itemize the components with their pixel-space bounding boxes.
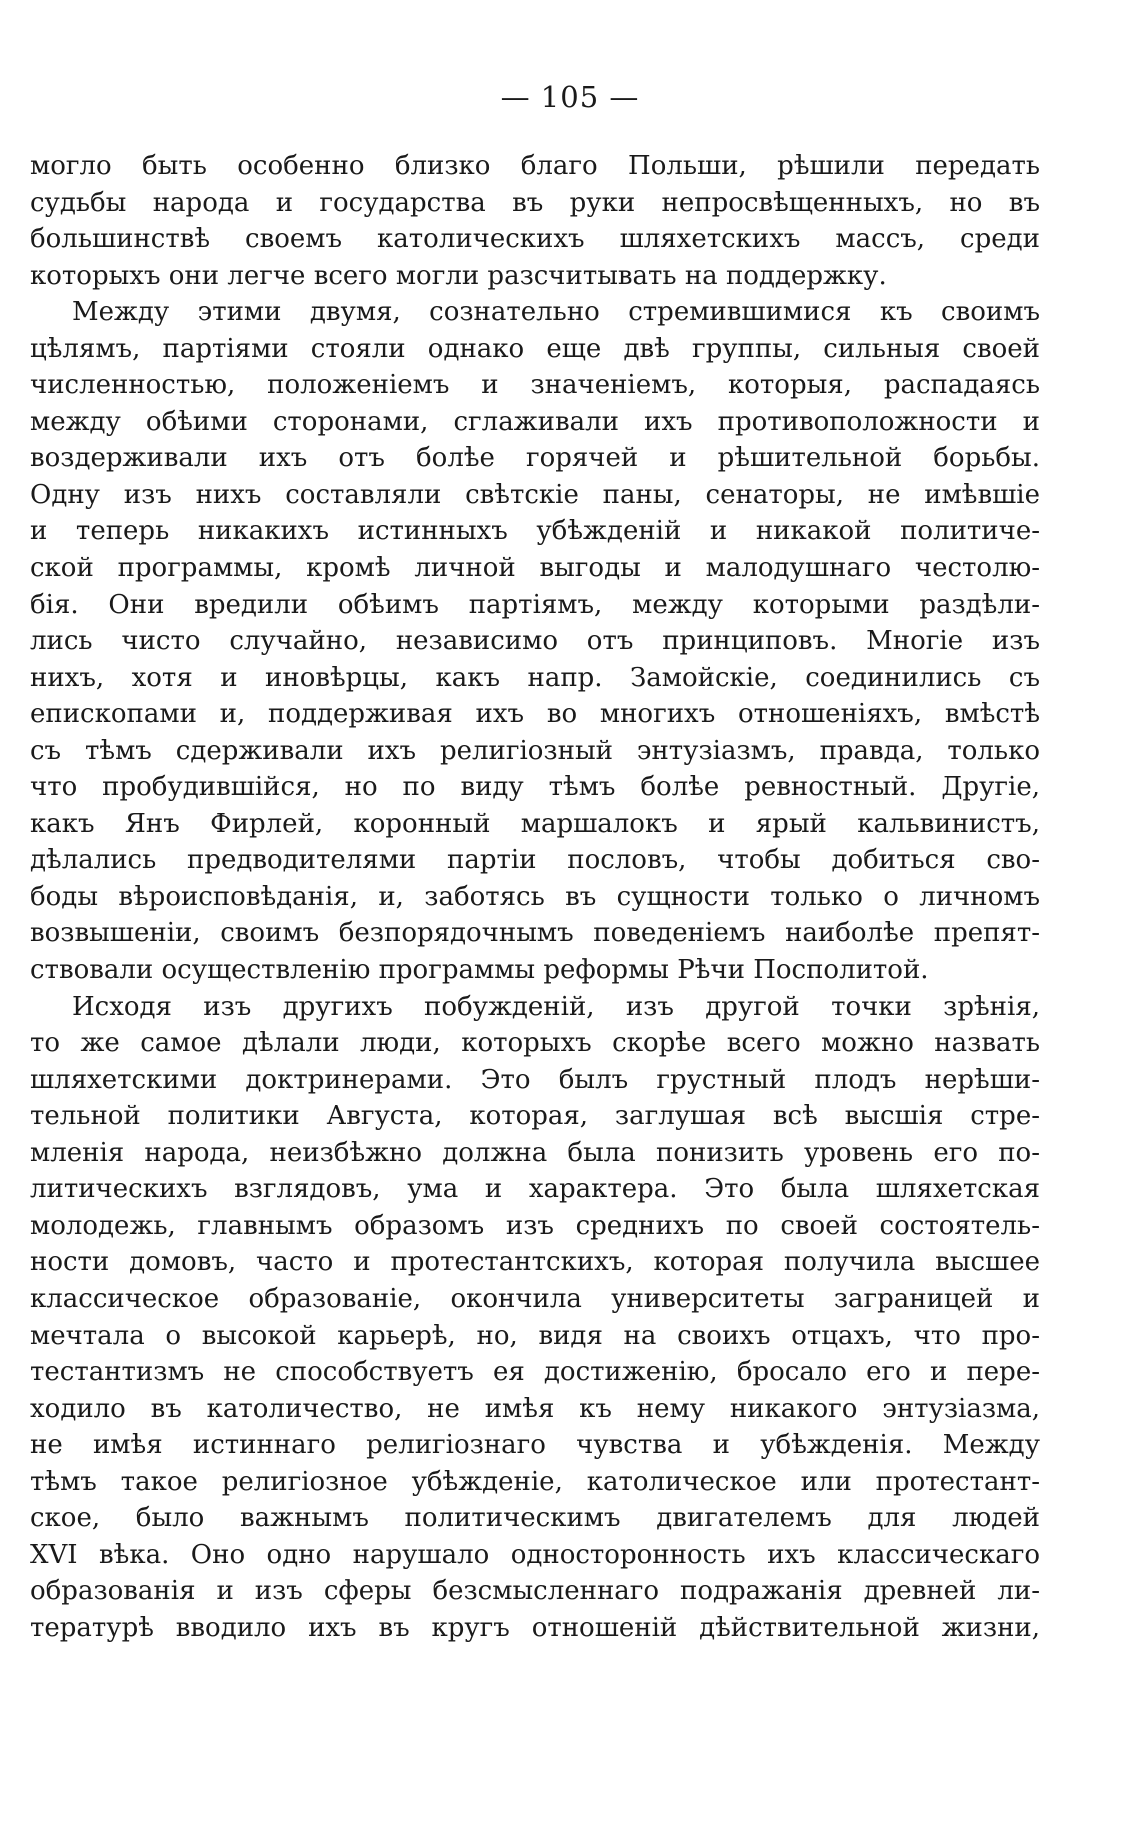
text-line: воздерживали ихъ отъ болѣе горячей и рѣшительной борьбы. xyxy=(30,443,1040,474)
text-line: могло быть особенно близко благо Польши, рѣшили передать xyxy=(30,151,1040,181)
text-line: лись чисто случайно, независимо отъ принциповъ. Многіе изъ xyxy=(30,626,1040,657)
text-line: то же самое дѣлали люди, которыхъ скорѣе всего можно назвать xyxy=(30,1028,1040,1059)
text-line: тѣмъ такое религіозное убѣжденіе, католическое или протестант- xyxy=(30,1466,1040,1497)
text-line: мечтала о высокой карьерѣ, но, видя на своихъ отцахъ, что про- xyxy=(30,1320,1040,1351)
text-line: молодежь, главнымъ образомъ изъ среднихъ по своей состоятель- xyxy=(30,1210,1040,1241)
text-line: ности домовъ, часто и протестантскихъ, которая получила высшее xyxy=(30,1247,1040,1278)
text-line: образованія и изъ сферы безсмысленнаго подражанія древней ли- xyxy=(30,1576,1040,1607)
text-line: и теперь никакихъ истинныхъ убѣжденій и никакой политиче- xyxy=(30,516,1040,547)
text-line: между обѣими сторонами, сглаживали ихъ противоположности и xyxy=(30,406,1040,437)
text-line: нихъ, хотя и иновѣрцы, какъ напр. Замойскіе, соединились съ xyxy=(30,662,1040,693)
text-line: дѣлались предводителями партіи пословъ, чтобы добиться сво- xyxy=(30,845,1040,876)
text-line: ствовали осуществленію программы реформы Рѣчи Посполитой. xyxy=(30,955,929,986)
text-line: большинствѣ своемъ католическихъ шляхетскихъ массъ, среди xyxy=(30,224,1040,255)
text-line: тературѣ вводило ихъ въ кругъ отношеній дѣйствительной жизни, xyxy=(30,1612,1040,1643)
text-line: мленія народа, неизбѣжно должна была понизить уровень его по- xyxy=(30,1137,1040,1168)
text-line: судьбы народа и государства въ руки непросвѣщенныхъ, но въ xyxy=(30,187,1040,218)
text-line: классическое образованіе, окончила университеты заграницей и xyxy=(30,1283,1040,1314)
page-number: — 105 — xyxy=(500,80,640,114)
text-line: ходило въ католичество, не имѣя къ нему никакого энтузіазма, xyxy=(30,1393,1040,1424)
text-line: что пробудившійся, но по виду тѣмъ болѣе ревностный. Другіе, xyxy=(30,772,1040,803)
text-line: шляхетскими доктринерами. Это былъ грустный плодъ нерѣши- xyxy=(30,1064,1040,1095)
text-line: Исходя изъ другихъ побужденій, изъ другой точки зрѣнія, xyxy=(72,991,1040,1022)
text-line: цѣлямъ, партіями стояли однако еще двѣ группы, сильныя своей xyxy=(30,333,1040,364)
text-line: XVI вѣка. Оно одно нарушало односторонность ихъ классическаго xyxy=(30,1539,1040,1570)
text-line: возвышеніи, своимъ безпорядочнымъ поведеніемъ наиболѣе препят- xyxy=(30,918,1040,949)
text-line: которыхъ они легче всего могли разсчитывать на поддержку. xyxy=(30,260,887,291)
text-line: литическихъ взглядовъ, ума и характера. Это была шляхетская xyxy=(30,1174,1040,1205)
text-line: не имѣя истиннаго религіознаго чувства и убѣжденія. Между xyxy=(30,1430,1040,1461)
text-line: епископами и, поддерживая ихъ во многихъ отношеніяхъ, вмѣстѣ xyxy=(30,699,1040,730)
text-line: бія. Они вредили обѣимъ партіямъ, между которыми раздѣли- xyxy=(30,589,1040,620)
text-line: какъ Янъ Фирлей, коронный маршалокъ и ярый кальвинистъ, xyxy=(30,808,1040,839)
text-line: ское, было важнымъ политическимъ двигателемъ для людей xyxy=(30,1503,1040,1534)
text-line: численностью, положеніемъ и значеніемъ, которыя, распадаясь xyxy=(30,370,1040,401)
text-line: боды вѣроисповѣданія, и, заботясь въ сущности только о личномъ xyxy=(30,881,1040,912)
text-line: Одну изъ нихъ составляли свѣтскіе паны, сенаторы, не имѣвшіе xyxy=(30,479,1040,510)
text-line: тестантизмъ не способствуетъ ея достиженію, бросало его и пере- xyxy=(30,1357,1040,1388)
text-line: съ тѣмъ сдерживали ихъ религіозный энтузіазмъ, правда, только xyxy=(30,735,1040,766)
text-line: Между этими двумя, сознательно стремившимися къ своимъ xyxy=(72,297,1040,328)
body-text xyxy=(30,148,1040,1646)
text-line: ской программы, кромѣ личной выгоды и малодушнаго честолю- xyxy=(30,553,1040,584)
text-line: тельной политики Августа, которая, заглушая всѣ высшія стре- xyxy=(30,1101,1040,1132)
